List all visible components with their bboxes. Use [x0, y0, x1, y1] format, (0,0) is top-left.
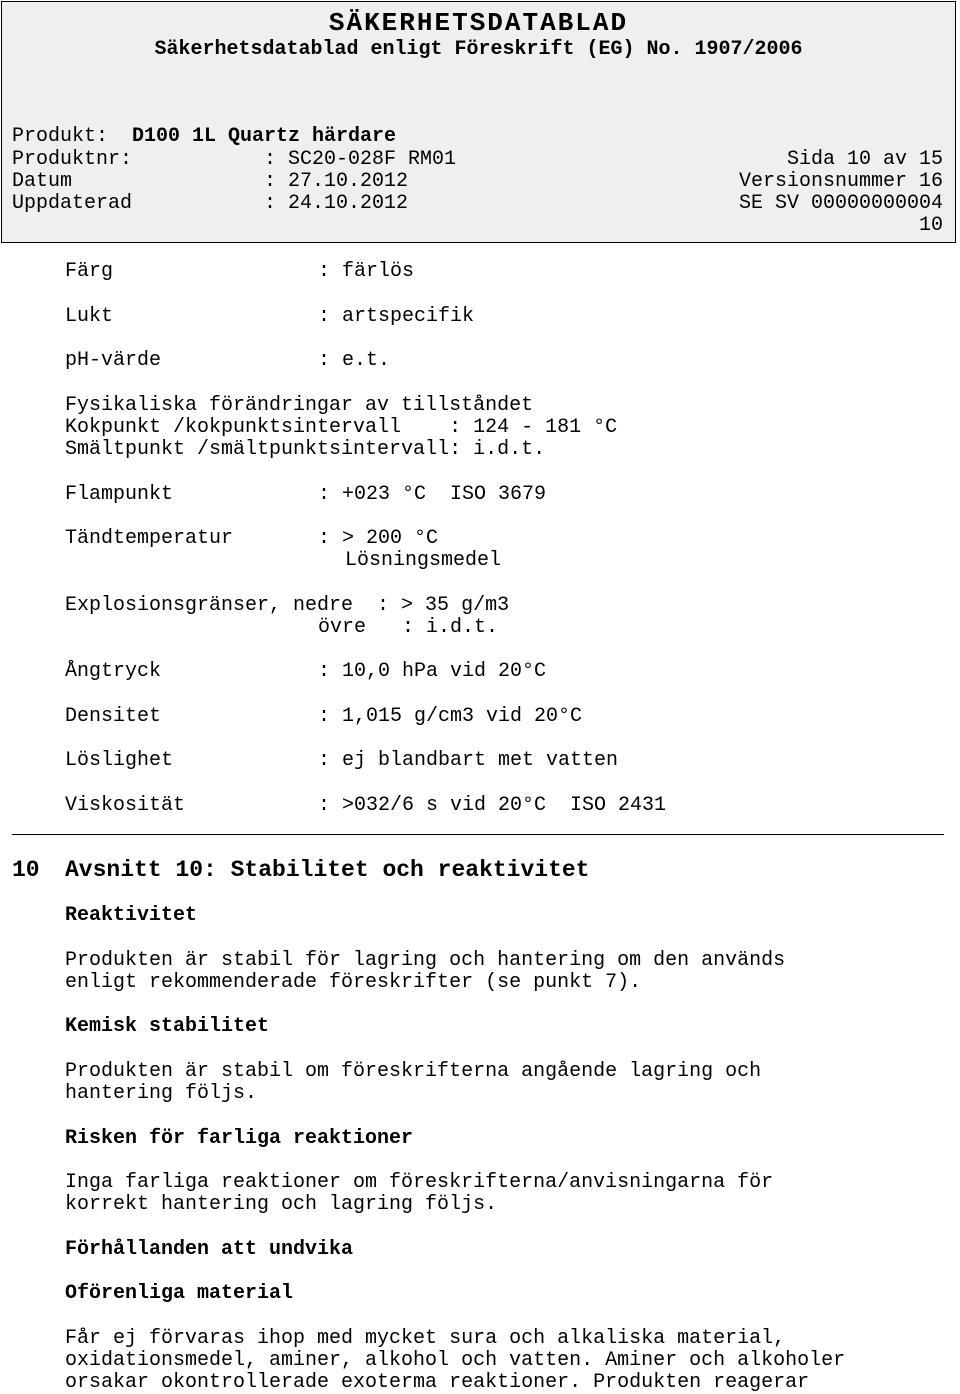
document-code: SE SV 00000000004	[738, 192, 943, 215]
section-number: 10	[12, 857, 40, 883]
color-label: Färg	[65, 260, 114, 283]
ignition-temp-value: : > 200 °C	[318, 527, 439, 550]
updated-value: : 24.10.2012	[264, 192, 409, 215]
density-label: Densitet	[65, 705, 162, 728]
document-code-continuation: 10	[918, 214, 943, 237]
chemical-stability-heading: Kemisk stabilitet	[65, 1015, 270, 1038]
chemical-stability-text-line-2: hantering följs.	[65, 1082, 258, 1105]
flash-point-value: : +023 °C ISO 3679	[318, 483, 547, 506]
reactivity-text-line-2: enligt rekommenderade föreskrifter (se punkt 7).	[65, 971, 642, 994]
odor-label: Lukt	[65, 305, 114, 328]
viscosity-label: Viskosität	[65, 794, 186, 817]
solubility-value: : ej blandbart met vatten	[318, 749, 619, 772]
document-title: SÄKERHETSDATABLAD	[328, 8, 629, 38]
viscosity-value: : >032/6 s vid 20°C ISO 2431	[318, 794, 667, 817]
hazardous-reactions-text-line-2: korrekt hantering och lagring följs.	[65, 1193, 498, 1216]
solubility-label: Löslighet	[65, 749, 174, 772]
updated-label: Uppdaterad	[12, 192, 133, 215]
date-label: Datum	[12, 170, 73, 193]
hazardous-reactions-heading: Risken för farliga reaktioner	[65, 1127, 414, 1150]
physical-changes-heading: Fysikaliska förändringar av tillståndet	[65, 394, 534, 417]
explosion-limit-lower: Explosionsgränser, nedre : > 35 g/m3	[65, 594, 510, 617]
date-value: : 27.10.2012	[264, 170, 409, 193]
odor-value: : artspecifik	[318, 305, 475, 328]
density-value: : 1,015 g/cm3 vid 20°C	[318, 705, 583, 728]
product-label: Produkt:	[12, 125, 109, 148]
section-divider	[12, 834, 944, 835]
boiling-point: Kokpunkt /kokpunktsintervall : 124 - 181 °C	[65, 416, 618, 439]
reactivity-text-line-1: Produkten är stabil för lagring och hantering om den används	[65, 949, 786, 972]
explosion-limit-upper: övre : i.d.t.	[318, 616, 499, 639]
document-header	[1, 1, 956, 243]
vapor-pressure-value: : 10,0 hPa vid 20°C	[318, 660, 547, 683]
page-number: Sida 10 av 15	[786, 148, 943, 171]
conditions-to-avoid-heading: Förhållanden att undvika	[65, 1238, 354, 1261]
incompatible-materials-text-line-1: Får ej förvaras ihop med mycket sura och alkaliska material,	[65, 1327, 786, 1350]
hazardous-reactions-text-line-1: Inga farliga reaktioner om föreskrifterna/anvisningarna för	[65, 1171, 774, 1194]
incompatible-materials-text-line-2: oxidationsmedel, aminer, alkohol och vatten. Aminer och alkoholer	[65, 1349, 846, 1372]
color-value: : färlös	[318, 260, 415, 283]
ph-label: pH-värde	[65, 349, 162, 372]
melting-point: Smältpunkt /smältpunktsintervall: i.d.t.	[65, 438, 546, 461]
chemical-stability-text-line-1: Produkten är stabil om föreskrifterna angående lagring och	[65, 1060, 762, 1083]
reactivity-heading: Reaktivitet	[65, 904, 198, 927]
section-title: Avsnitt 10: Stabilitet och reaktivitet	[65, 857, 590, 883]
incompatible-materials-text-line-3: orsakar okontrollerade exoterma reaktioner. Produkten reagerar	[65, 1371, 810, 1394]
product-value: D100 1L Quartz härdare	[132, 125, 397, 148]
version-number: Versionsnummer 16	[738, 170, 943, 193]
ph-value: : e.t.	[318, 349, 391, 372]
ignition-temp-note: Lösningsmedel	[345, 549, 502, 572]
document-subtitle: Säkerhetsdatablad enligt Föreskrift (EG) No. 1907/2006	[154, 38, 803, 61]
ignition-temp-label: Tändtemperatur	[65, 527, 234, 550]
incompatible-materials-heading: Oförenliga material	[65, 1282, 294, 1305]
product-number-label: Produktnr:	[12, 148, 133, 171]
flash-point-label: Flampunkt	[65, 483, 174, 506]
vapor-pressure-label: Ångtryck	[65, 660, 162, 683]
product-number-value: : SC20-028F RM01	[264, 148, 457, 171]
